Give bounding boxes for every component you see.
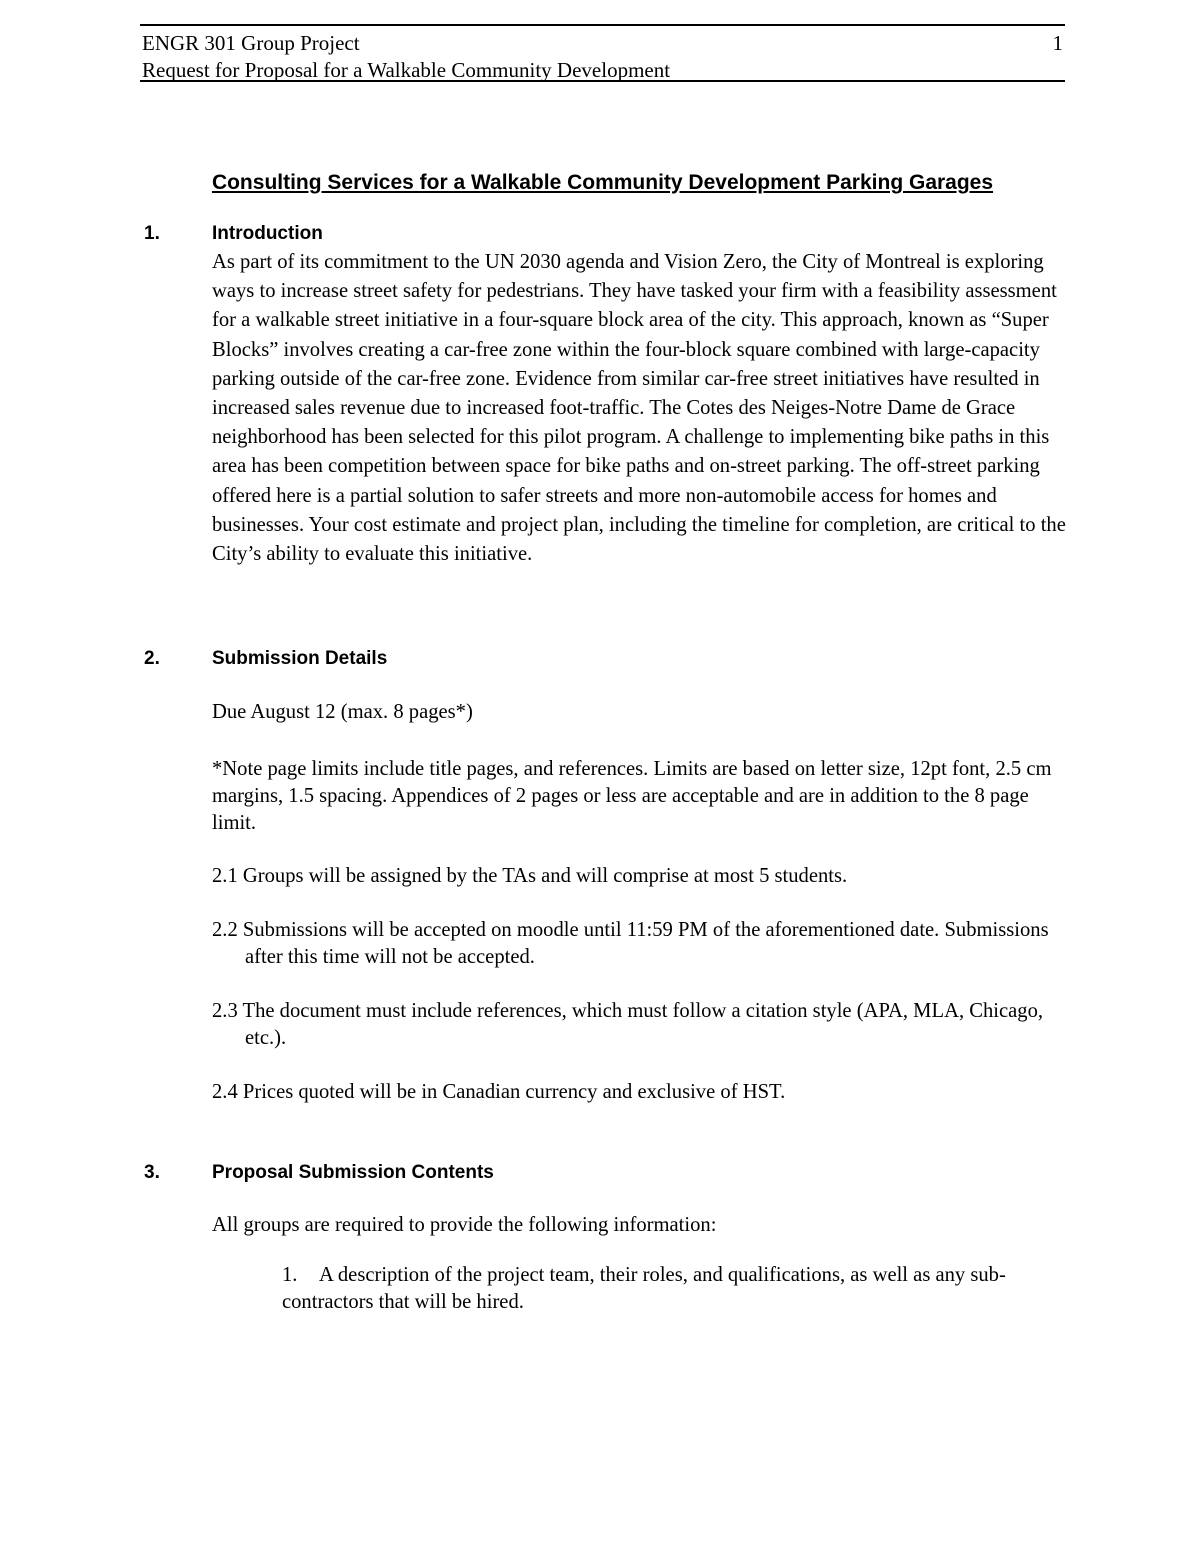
section-1-number: 1. — [144, 223, 160, 244]
section-2-note: *Note page limits include title pages, and references. Limits are based on letter size, 12pt font, 2.5 cm margins, 1.5 spacing. Appendices of 2 pages or less are acceptable and are in addition to the 8 page limit. — [212, 758, 1052, 834]
section-3-heading: Proposal Submission Contents — [212, 1162, 494, 1183]
section-2-item-1: 2.1 Groups will be assigned by the TAs and will comprise at most 5 students. — [212, 865, 848, 887]
header-page-number: 1 — [1052, 31, 1063, 55]
section-2-item-3: 2.3 The document must include references, which must follow a citation style (APA, MLA, Chicago, etc.). — [212, 1000, 1044, 1049]
section-2-heading: Submission Details — [212, 648, 388, 669]
header-subtitle: Request for Proposal for a Walkable Community Development — [142, 58, 671, 82]
list-item-number: 1. — [282, 1264, 298, 1286]
list-item-text: A description of the project team, their roles, and qualifications, as well as any sub-contractors that will be hired. — [282, 1264, 1006, 1313]
section-3-number: 3. — [144, 1162, 160, 1183]
section-2-item-4: 2.4 Prices quoted will be in Canadian currency and exclusive of HST. — [212, 1081, 786, 1103]
section-1-body: As part of its commitment to the UN 2030 agenda and Vision Zero, the City of Montreal is exploring ways to increase street safety for pedestrians. They have tasked your firm with a feasibility assessment for a walkable street initiative in a four-square block area of the city. This approach, known as “Super Blocks” involves creating a car-free zone within the four-block square combined with large-capacity parking outside of the car-free zone. Evidence from similar car-free street initiatives have resulted in increased sales revenue due to increased foot-traffic. The Cotes des Neiges-Notre Dame de Grace neighborhood has been selected for this pilot program. A challenge to implementing bike paths in this area has been competition between space for bike paths and on-street parking. The off-street parking offered here is a partial solution to safer streets and more non-automobile access for homes and businesses. Your cost estimate and project plan, including the timeline for completion, are critical to the City’s ability to evaluate this initiative. — [212, 251, 1066, 566]
header-course: ENGR 301 Group Project — [142, 31, 360, 55]
page-header — [140, 24, 1065, 82]
section-3-intro: All groups are required to provide the following information: — [212, 1214, 717, 1236]
section-2-due: Due August 12 (max. 8 pages*) — [212, 701, 473, 723]
document-title: Consulting Services for a Walkable Community Development Parking Garages — [211, 171, 994, 194]
list-item — [282, 1262, 1042, 1316]
section-2-number: 2. — [144, 648, 160, 669]
section-2-item-2: 2.2 Submissions will be accepted on moodle until 11:59 PM of the aforementioned date. Submissions after this time will not be accepted. — [212, 919, 1049, 968]
section-1-heading: Introduction — [212, 223, 323, 244]
